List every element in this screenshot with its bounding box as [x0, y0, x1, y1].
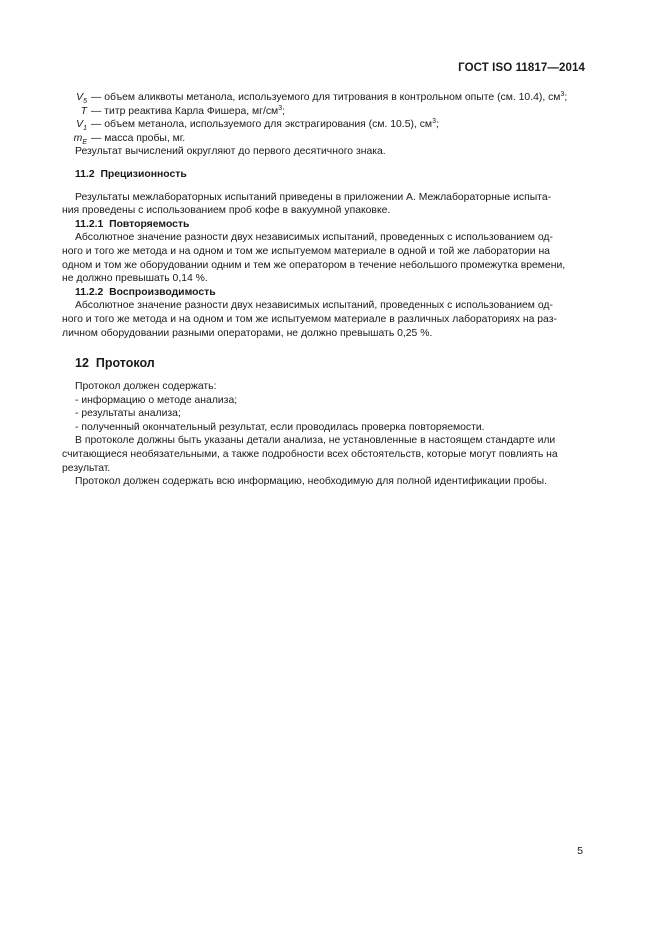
- paragraph-line: ния проведены с использованием проб кофе в вакуумной упаковке.: [62, 205, 391, 217]
- paragraph-line: ного и того же метода и на одном и том же испытуемом материале в одной и той же лаборатории на: [62, 245, 550, 257]
- paragraph-line: Абсолютное значение разности двух независимых испытаний, проведенных с использованием од-: [75, 300, 553, 312]
- list-item: - результаты анализа;: [75, 408, 181, 420]
- variable-description: — объем аликвоты метанола, используемого для титрования в контрольном опыте (см. 10.4), $см^3$;: [91, 91, 568, 103]
- section-heading-12: 12 Протокол: [75, 356, 155, 371]
- variable-symbol: $V_1$: [76, 119, 87, 133]
- variable-description: — титр реактива Карла Фишера, $мг/см^3$;: [91, 104, 285, 117]
- paragraph-line: одном и том же оборудовании одним и тем же оператором в течение небольшого промежутка времени,: [62, 259, 566, 271]
- variable-definition: [62, 118, 582, 132]
- paragraph-line: В протоколе должны быть указаны детали анализа, не установленные в настоящем стандарте или: [75, 435, 556, 447]
- variable-definition: [62, 132, 582, 146]
- rounding-note: Результат вычислений округляют до первого десятичного знака.: [75, 146, 386, 158]
- section-heading-11-2-1: 11.2.1 Повторяемость: [75, 218, 190, 230]
- paragraph-line: ного и того же метода и на одном и том же испытуемом материале в различных лабораториях на раз-: [62, 313, 557, 325]
- variable-symbol: $V_5$: [76, 92, 87, 105]
- protocol-final: Протокол должен содержать всю информацию, необходимую для полной идентификации пробы.: [75, 476, 548, 488]
- paragraph-line: личном оборудовании разными операторами, не должно превышать 0,25 %.: [62, 327, 433, 339]
- variable-definition: [62, 91, 582, 105]
- document-body: [62, 91, 582, 489]
- paragraph-line: Результаты межлабораторных испытаний приведены в приложении А. Межлабораторные испыта-: [75, 191, 552, 203]
- page-number: 5: [577, 845, 583, 857]
- variable-description: — масса пробы, мг.: [91, 132, 186, 144]
- paragraph-line: считающиеся необязательными, а также подробности всех обстоятельств, которые могут повлиять на: [62, 449, 558, 461]
- protocol-intro: Протокол должен содержать:: [75, 381, 217, 393]
- standard-header: ГОСТ ISO 11817—2014: [458, 62, 585, 74]
- variable-description: — объем метанола, используемого для экстрагирования (см. 10.5), $см^3$;: [91, 118, 439, 131]
- section-heading-11-2-2: 11.2.2 Воспроизводимость: [75, 286, 216, 298]
- variable-symbol: T: [80, 105, 87, 117]
- paragraph-line: результат.: [62, 462, 111, 474]
- variable-definition: [62, 105, 582, 119]
- variable-symbol: $m_E$: [73, 132, 87, 146]
- paragraph-line: не должно превышать 0,14 %.: [62, 273, 208, 285]
- list-item: - полученный окончательный результат, если проводилась проверка повторяемости.: [75, 421, 485, 433]
- paragraph-line: Абсолютное значение разности двух независимых испытаний, проведенных с использованием од-: [75, 232, 553, 244]
- list-item: - информацию о методе анализа;: [75, 394, 238, 406]
- section-heading-11-2: 11.2 Прецизионность: [75, 168, 187, 180]
